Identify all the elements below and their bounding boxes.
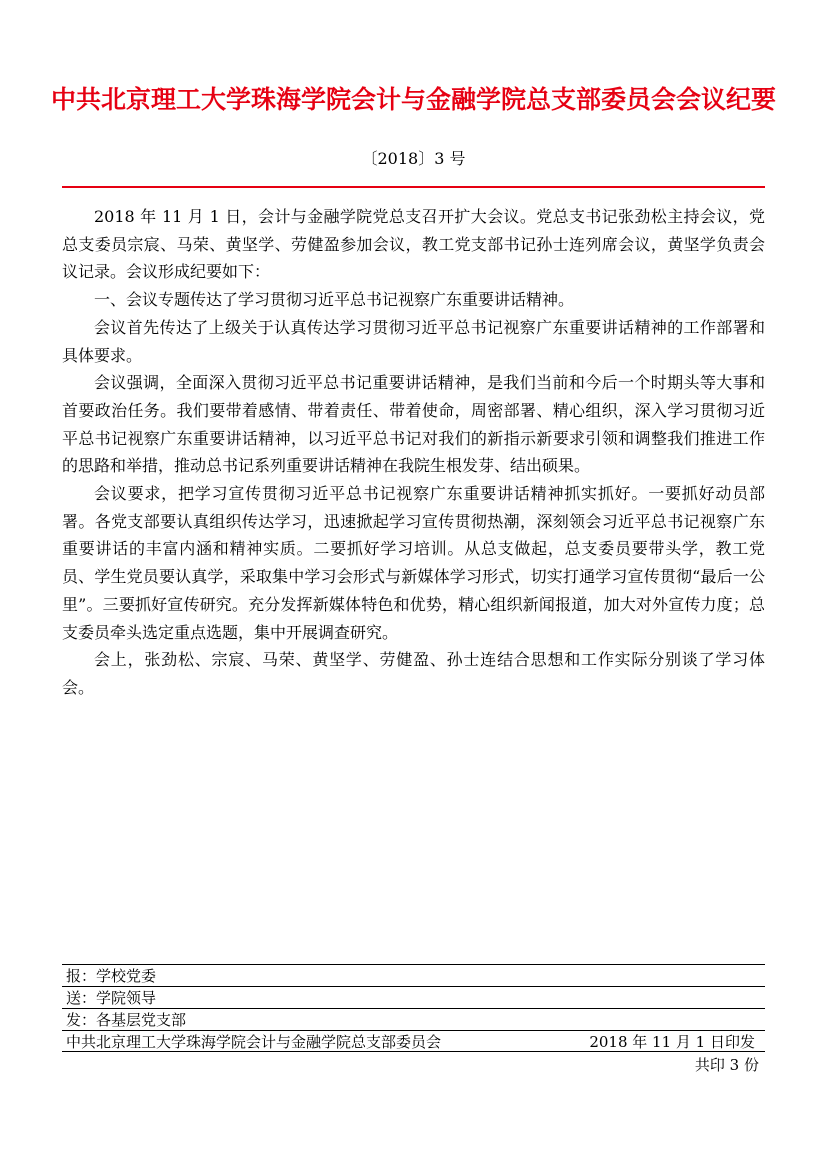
issuer-row [62, 1030, 765, 1052]
body-paragraph: 2018 年 11 月 1 日，会计与金融学院党总支召开扩大会议。党总支书记张劲松主持会议，党总支委员宗宸、马荣、黄坚学、劳健盈参加会议，教工党支部书记孙士连列席会议，黄坚学负责会议记录。会议形成纪要如下： [62, 207, 765, 282]
body-paragraph: 会议强调，全面深入贯彻习近平总书记重要讲话精神，是我们当前和今后一个时期头等大事和首要政治任务。我们要带着感情、带着责任、带着使命，周密部署、精心组织，深入学习贯彻习近平总书记视察广东重要讲话精神，以习近平总书记对我们的新指示新要求引领和调整我们推进工作的思路和举措，推动总书记系列重要讲话精神在我院生根发芽、结出硕果。 [62, 373, 765, 476]
distribute-to-row: 发：各基层党支部 [62, 1008, 765, 1030]
body-paragraph: 会议首先传达了上级关于认真传达学习贯彻习近平总书记视察广东重要讲话精神的工作部署和具体要求。 [62, 317, 765, 365]
red-separator-line [62, 186, 765, 188]
document-title: 中共北京理工大学珠海学院会计与金融学院总支部委员会会议纪要 [50, 85, 776, 114]
distribution-footer [62, 964, 765, 1076]
copies-count: 共印 3 份 [694, 1056, 759, 1074]
report-to-row: 报：学校党委 [62, 964, 765, 986]
body-paragraph: 会议要求，把学习宣传贯彻习近平总书记视察广东重要讲话精神抓实抓好。一要抓好动员部署。各党支部要认真组织传达学习，迅速掀起学习宣传贯彻热潮，深刻领会习近平总书记视察广东重要讲话的丰富内涵和精神实质。二要抓好学习培训。从总支做起，总支委员要带头学，教工党员、学生党员要认真学，采取集中学习会形式与新媒体学习形式，切实打通学习宣传贯彻“最后一公里”。三要抓好宣传研究。充分发挥新媒体特色和优势，精心组织新闻报道，加大对外宣传力度；总支委员牵头选定重点选题，集中开展调查研究。 [62, 484, 765, 642]
issuer-name: 中共北京理工大学珠海学院会计与金融学院总支部委员会 [66, 1033, 442, 1051]
document-number: 〔2018〕3 号 [361, 149, 466, 168]
body-paragraph: 会上，张劲松、宗宸、马荣、黄坚学、劳健盈、孙士连结合思想和工作实际分别谈了学习体会。 [62, 650, 765, 697]
print-date: 2018 年 11 月 1 日印发 [589, 1033, 755, 1051]
document-body [62, 203, 765, 702]
body-paragraph: 一、会议专题传达了学习贯彻习近平总书记视察广东重要讲话精神。 [94, 290, 575, 310]
send-to-row: 送：学院领导 [62, 986, 765, 1008]
